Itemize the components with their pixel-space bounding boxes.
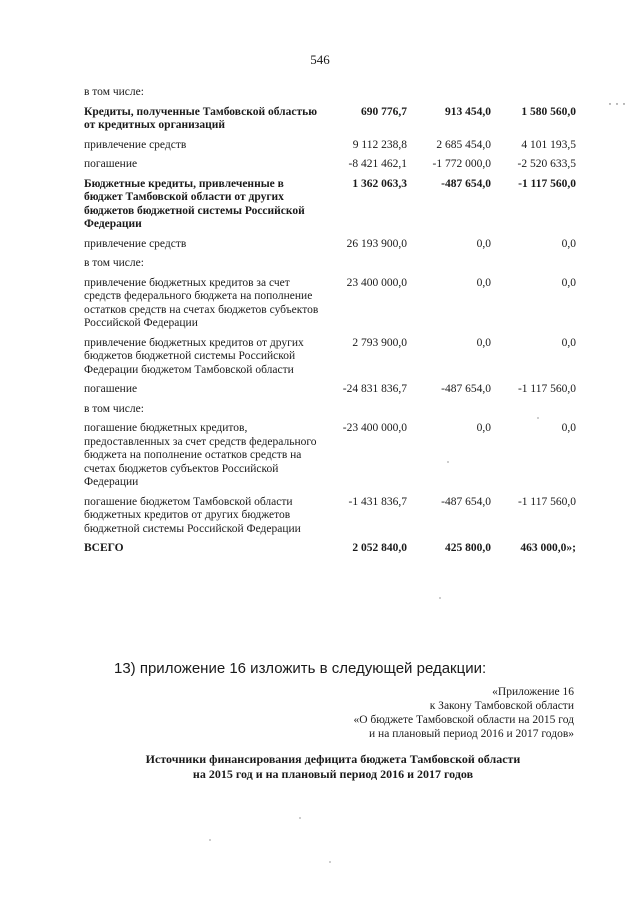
row-label: Бюджетные кредиты, привлеченные в бюджет Тамбовской области от других бюджетов бюджетной системы Российской Федерации [84,177,305,230]
value-2016: 425 800,0 [445,542,491,554]
page-number: 546 [310,52,330,67]
value-2015: -24 831 836,7 [342,383,407,395]
table-row [84,106,576,133]
row-label: привлечение бюджетных кредитов от других бюджетов бюджетной системы Российской Федерации бюджетом Тамбовской области [84,336,304,376]
value-2016: -487 654,0 [441,177,491,190]
value-2015: -8 421 462,1 [348,158,407,170]
value-2017: -1 117 560,0 [517,495,576,508]
value-2016 [407,86,491,100]
value-2016 [407,257,491,271]
row-label: погашение [84,158,138,170]
table-row [84,337,576,378]
value-2015: 690 776,7 [361,105,407,118]
appendix-reference [274,685,574,741]
row-label: в том числе: [84,86,144,98]
value-2015: 2 793 900,0 [352,336,407,349]
value-2017: -2 520 633,5 [517,158,576,170]
value-2017 [491,86,576,100]
document-title-line: на 2015 год и на плановый период 2016 и 2017 годов [192,767,474,781]
table-row [84,422,576,490]
row-label: привлечение бюджетных кредитов за счет средств федерального бюджета на пополнение остатков средств на счетах бюджетов субъектов Российской Федерации [84,276,319,329]
value-2016: -487 654,0 [441,495,491,508]
value-2016: -487 654,0 [441,383,491,395]
value-2015 [319,257,407,271]
document-title [90,752,576,782]
value-2015: 1 362 063,3 [352,177,407,190]
row-label: Кредиты, полученные Тамбовской областью от кредитных организаций [84,105,317,131]
table-row [84,496,576,537]
table-row [84,158,576,172]
appendix-ref-line: «Приложение 16 [492,686,574,698]
value-2017: 4 101 193,5 [521,138,576,151]
value-2016: 0,0 [476,237,491,250]
value-2017: 0,0 [561,237,576,250]
value-2015 [319,86,407,100]
value-2015: 26 193 900,0 [346,237,407,250]
value-2015: 2 052 840,0 [352,542,407,554]
value-2017: -1 117 560,0 [517,383,576,395]
value-2017: 1 580 560,0 [521,105,576,118]
table-row [84,139,576,153]
appendix-ref-line: «О бюджете Тамбовской области на 2015 год [353,714,574,726]
value-2017: 0,0 [561,336,576,349]
value-2017 [491,403,576,417]
appendix-ref-line: и на плановый период 2016 и 2017 годов» [369,728,574,740]
table-row [84,238,576,252]
row-label: в том числе: [84,257,144,269]
value-2017: 0,0 [561,422,576,434]
value-2016 [407,403,491,417]
value-2015: -1 431 836,7 [348,495,407,508]
row-label: ВСЕГО [84,542,124,554]
value-2016: 0,0 [476,276,491,289]
row-label: погашение бюджетом Тамбовской области бюджетных кредитов от других бюджетов бюджетной системы Российской Федерации [84,495,301,535]
table-row [84,383,576,397]
table-row [84,178,576,232]
value-2016: 0,0 [476,422,491,434]
table-row [84,403,576,417]
value-2016: -1 772 000,0 [432,158,491,170]
value-2017: 463 000,0»; [520,542,576,554]
value-2016: 913 454,0 [445,105,491,118]
value-2016: 0,0 [476,336,491,349]
row-label: привлечение средств [84,138,187,151]
document-title-line: Источники финансирования дефицита бюджета Тамбовской области [145,752,521,766]
table-row [84,277,576,331]
value-2015: 9 112 238,8 [352,138,407,151]
row-label: погашение бюджетных кредитов, предоставленных за счет средств федерального бюджета на пополнение остатков средств на счетах бюджетов субъектов Российской Федерации [84,422,317,488]
table-row [84,86,576,100]
row-label: привлечение средств [84,237,187,250]
value-2015 [319,403,407,417]
value-2016: 2 685 454,0 [436,138,491,151]
row-label: в том числе: [84,402,144,415]
appendix-ref-line: к Закону Тамбовской области [429,700,574,712]
budget-table [84,86,576,562]
value-2017 [491,257,576,271]
amendment-text: 13) приложение 16 изложить в следующей редакции: [114,660,487,677]
table-row [84,257,576,271]
value-2017: 0,0 [561,276,576,289]
value-2015: -23 400 000,0 [342,422,407,434]
row-label: погашение [84,383,138,395]
table-row [84,542,576,556]
value-2017: -1 117 560,0 [518,177,576,190]
value-2015: 23 400 000,0 [346,276,407,289]
